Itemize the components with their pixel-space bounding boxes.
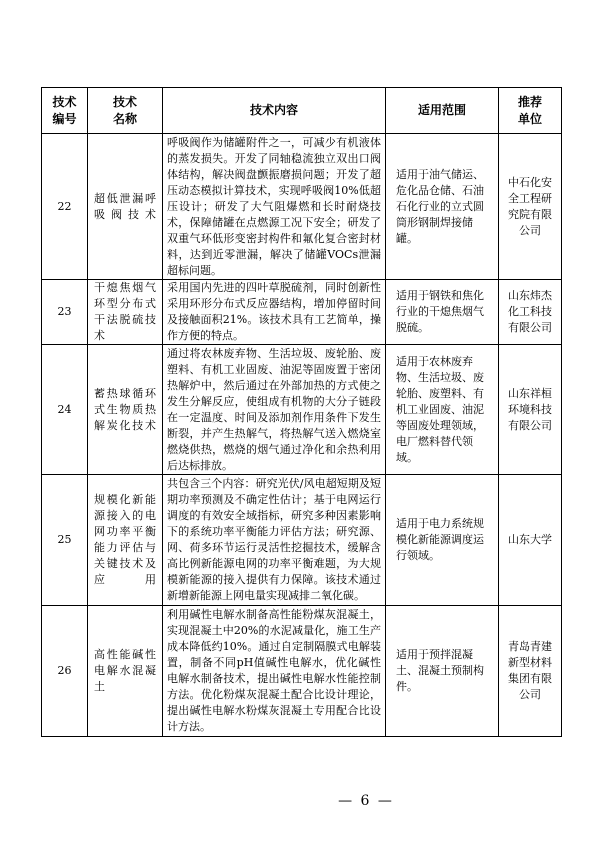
header-content: 技术内容 (163, 88, 386, 134)
row-name-text: 高性能碱性电解水混凝土 (94, 648, 156, 693)
row-unit: 中石化安全工程研究院有限公司 (499, 134, 562, 280)
row-id: 23 (42, 280, 88, 345)
row-unit: 山东炜杰化工科技有限公司 (499, 280, 562, 345)
row-name-text: 超低泄漏呼吸阀技术 (94, 191, 156, 221)
row-name (88, 606, 163, 737)
table-row (42, 134, 562, 280)
row-id: 22 (42, 134, 88, 280)
row-content: 通过将农林废弃物、生活垃圾、废轮胎、废塑料、有机工业固废、油泥等固废置于密闭热解炉中，然后通过在外部加热的方式使之发生分解反应，使组成有机物的大分子链段在一定温度、时间及添加剂作用条件下发生断裂，并产生热解气，将热解气送入燃烧室燃烧供热，燃烧的烟气通过净化和余热利用后达标排放。 (163, 345, 386, 475)
header-scope: 适用范围 (386, 88, 499, 134)
table-header-row (42, 88, 562, 134)
row-unit: 青岛青建新型材料集团有限公司 (499, 606, 562, 737)
row-scope: 适用于农林废弃物、生活垃圾、废轮胎、废塑料、有机工业固废、油泥等固废处理领域，电厂燃料替代领域。 (386, 345, 499, 475)
row-scope: 适用于钢铁和焦化行业的干熄焦烟气脱硫。 (386, 280, 499, 345)
table-row (42, 345, 562, 475)
table-row (42, 280, 562, 345)
row-unit: 山东大学 (499, 475, 562, 606)
row-name (88, 134, 163, 280)
row-unit: 山东祥桓环境科技有限公司 (499, 345, 562, 475)
row-content: 呼吸阀作为储罐附件之一，可减少有机液体的蒸发损失。开发了同轴稳流独立双出口阀体结构，解决阀盘颤振磨损问题；开发了超压动态模拟计算技术，实现呼吸阀10%低超压设计；研发了大气阻爆燃和长时耐烧技术，保障储罐在点燃源工况下安全；研发了双重气环低形变密封构件和氟化复合密封材料，达到近零泄漏，解决了储罐VOCs泄漏超标问题。 (163, 134, 386, 280)
row-scope: 适用于预拌混凝土、混凝土预制构件。 (386, 606, 499, 737)
table-row (42, 475, 562, 606)
row-name-text: 蓄热球循环式生物质热解炭化技术 (94, 386, 156, 432)
row-name-text: 干熄焦烟气环型分布式干法脱硫技术 (94, 281, 156, 342)
row-name (88, 475, 163, 606)
row-name (88, 345, 163, 475)
header-unit: 推荐 单位 (499, 88, 562, 134)
row-content: 采用国内先进的四叶草脱硫剂，同时创新性采用环形分布式反应器结构，增加停留时间及接触面积21%。该技术具有工艺简单，操作方便的特点。 (163, 280, 386, 345)
row-content: 利用碱性电解水制备高性能粉煤灰混凝土，实现混凝土中20%的水泥减量化，施工生产成本降低约10%。通过自定制隔膜式电解装置，制备不同pH值碱性电解水，优化碱性电解水制备技术，提出碱性电解水性能控制方法。优化粉煤灰混凝土配合比设计理论，提出碱性电解水粉煤灰混凝土专用配合比设计方法。 (163, 606, 386, 737)
technology-table (41, 87, 562, 737)
row-scope: 适用于油气储运、危化品仓储、石油石化行业的立式圆筒形钢制焊接储罐。 (386, 134, 499, 280)
row-id: 25 (42, 475, 88, 606)
row-name-text: 规模化新能源接入的电网功率平衡能力评估与关键技术及应用 (94, 493, 156, 586)
header-id: 技术 编号 (42, 88, 88, 134)
header-name: 技术 名称 (88, 88, 163, 134)
row-id: 24 (42, 345, 88, 475)
row-content: 共包含三个内容：研究光伏/风电超短期及短期功率预测及不确定性估计；基于电网运行调度的有效安全域指标，研究多种因素影响下的系统功率平衡能力评估方法；研究源、网、荷多环节运行灵活性挖掘技术，缓解含高比例新能源电网的功率平衡难题，为大规模新能源的接入提供有力保障。该技术通过新增新能源上网电量实现减排二氧化碳。 (163, 475, 386, 606)
table-row (42, 606, 562, 737)
page-number: — 6 — (338, 793, 394, 809)
row-id: 26 (42, 606, 88, 737)
row-name (88, 280, 163, 345)
row-scope: 适用于电力系统规模化新能源调度运行领域。 (386, 475, 499, 606)
